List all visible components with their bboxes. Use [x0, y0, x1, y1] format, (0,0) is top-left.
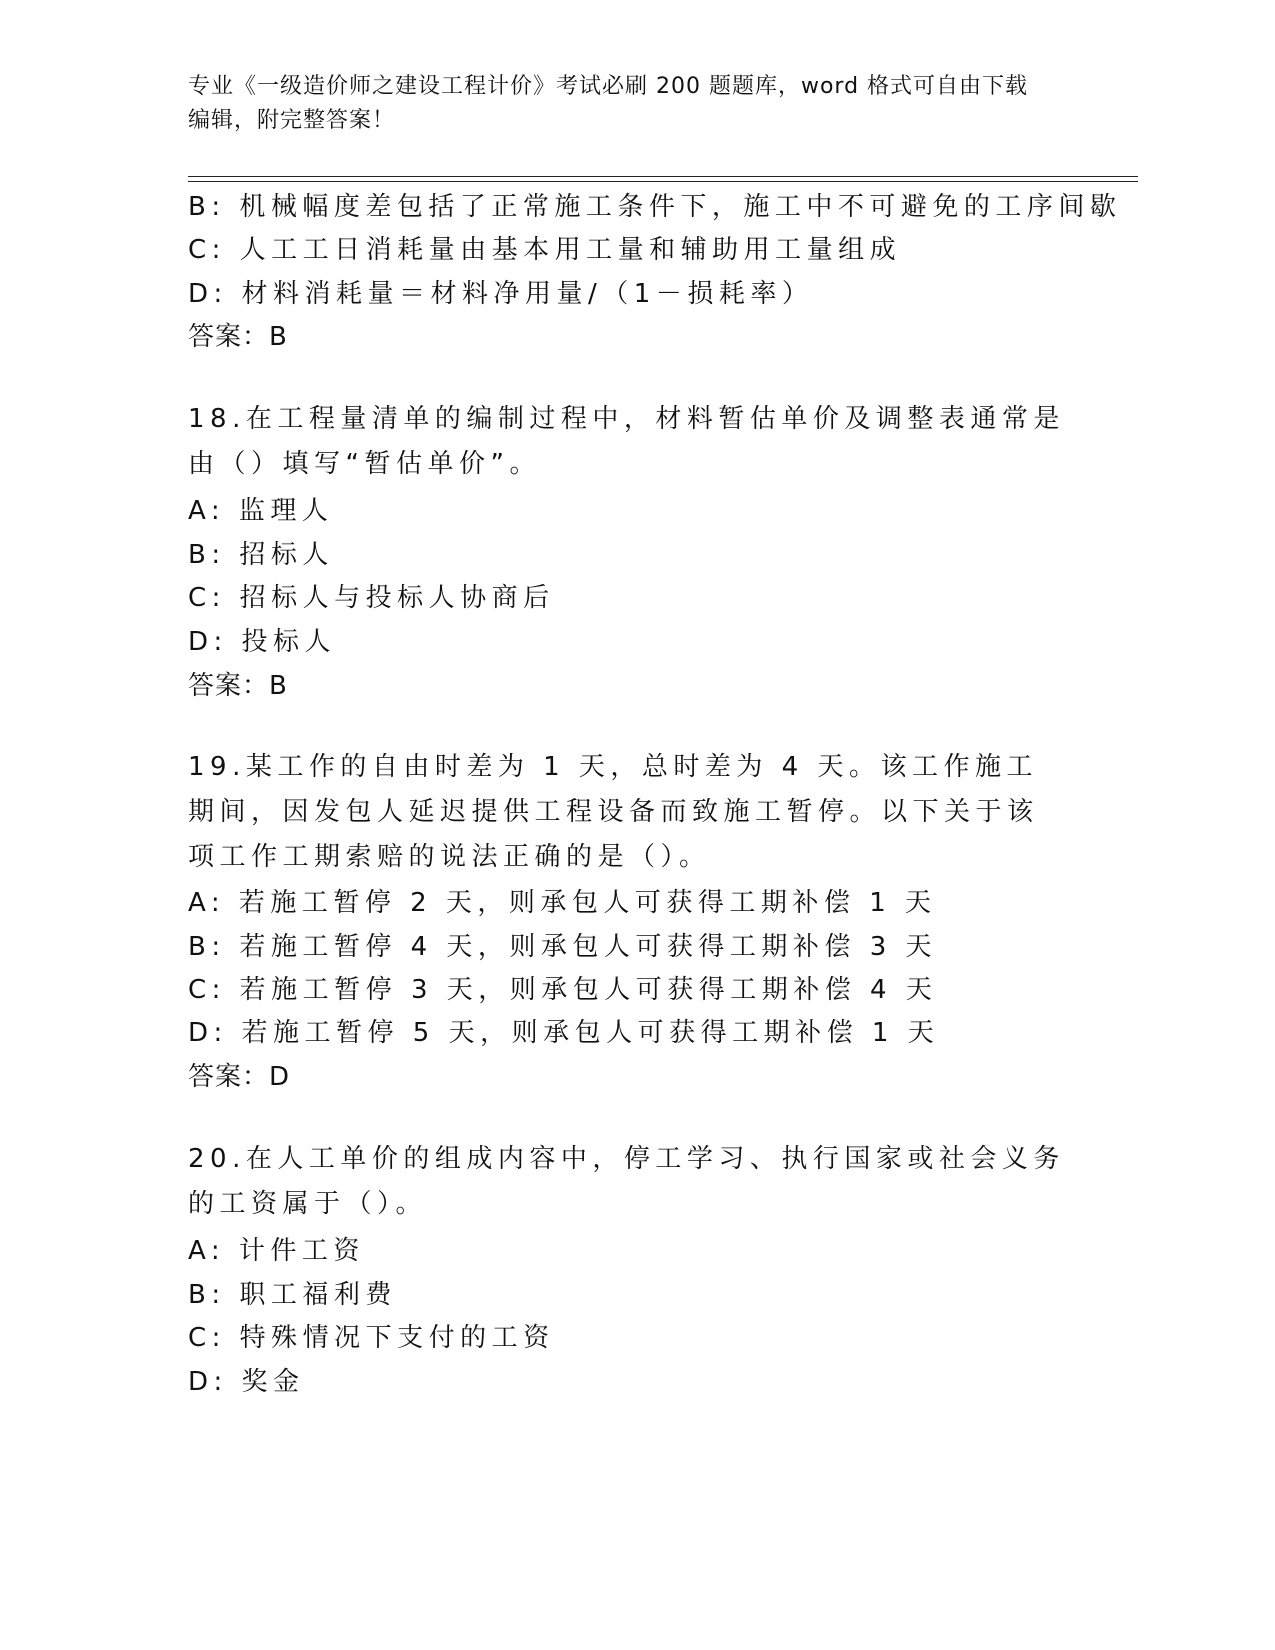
- q17-option-d: D: 材料消耗量＝材料净用量/（1－损耗率）: [188, 279, 814, 309]
- q18-option-d: D: 投标人: [188, 627, 337, 657]
- q18-stem: 18.在工程量清单的编制过程中，材料暂估单价及调整表通常是由（）填写“暂估单价”。: [188, 404, 1065, 479]
- header-line-2: 编辑，附完整答案！: [188, 108, 396, 133]
- header-line-1: 专业《一级造价师之建设工程计价》考试必刷 200 题题库，word 格式可自由下载: [188, 74, 1029, 99]
- q20-option-b: B: 职工福利费: [188, 1280, 397, 1310]
- q19-option-a: A: 若施工暂停 2 天，则承包人可获得工期补偿 1 天: [188, 888, 937, 918]
- q17-answer: 答案：B: [188, 322, 288, 352]
- header-divider-bottom: [188, 181, 1138, 182]
- q18-answer: 答案：B: [188, 671, 288, 701]
- document-page: [188, 0, 1138, 1650]
- q19-option-d: D: 若施工暂停 5 天，则承包人可获得工期补偿 1 天: [188, 1018, 940, 1048]
- q20-stem: 20.在人工单价的组成内容中，停工学习、执行国家或社会义务的工资属于（）。: [188, 1144, 1065, 1219]
- q19-option-b: B: 若施工暂停 4 天，则承包人可获得工期补偿 3 天: [188, 932, 938, 962]
- document-header: [188, 70, 1048, 138]
- q17-option-b: B: 机械幅度差包括了正常施工条件下，施工中不可避免的工序间歇: [188, 192, 1122, 222]
- header-divider-top: [188, 176, 1138, 177]
- q18-option-c: C: 招标人与投标人协商后: [188, 583, 555, 613]
- q18-option-a: A: 监理人: [188, 496, 334, 526]
- q17-option-c: C: 人工工日消耗量由基本用工量和辅助用工量组成: [188, 235, 902, 265]
- q20-option-c: C: 特殊情况下支付的工资: [188, 1323, 555, 1353]
- q19-stem: 19.某工作的自由时差为 1 天，总时差为 4 天。该工作施工期间，因发包人延迟提供工程设备而致施工暂停。以下关于该项工作工期索赔的说法正确的是（）。: [188, 752, 1039, 872]
- q19-option-c: C: 若施工暂停 3 天，则承包人可获得工期补偿 4 天: [188, 975, 938, 1005]
- q19-answer: 答案：D: [188, 1062, 291, 1092]
- q20-option-d: D: 奖金: [188, 1367, 305, 1397]
- q18-option-b: B: 招标人: [188, 540, 334, 570]
- q20-option-a: A: 计件工资: [188, 1236, 365, 1266]
